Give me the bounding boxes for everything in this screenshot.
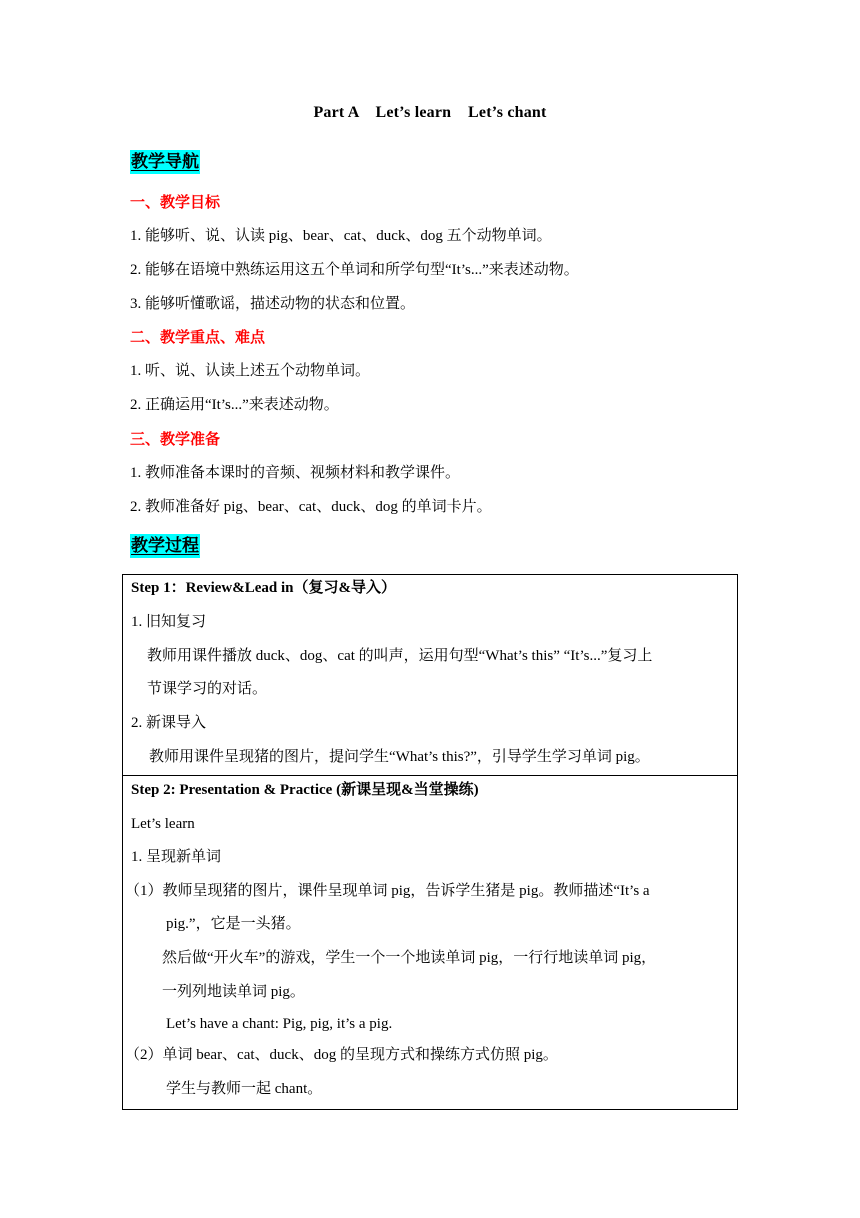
step1-line: 1. 旧知复习: [131, 614, 207, 630]
key-point-item: 2. 正确运用“It’s...”来表述动物。: [130, 397, 339, 413]
key-point-item: 1. 听、说、认读上述五个动物单词。: [130, 363, 371, 379]
step1-line: 2. 新课导入: [131, 715, 207, 731]
step1-line: 教师用课件播放 duck、dog、cat 的叫声，运用句型“What’s this” “It’s...”复习上: [147, 648, 653, 664]
step2-title: Step 2: Presentation & Practice (新课呈现&当堂操练): [131, 782, 479, 798]
step2-line: （2）单词 bear、cat、duck、dog 的呈现方式和操练方式仿照 pig。: [125, 1047, 558, 1063]
preparation-item: 2. 教师准备好 pig、bear、cat、duck、dog 的单词卡片。: [130, 499, 492, 515]
step2-line: Let’s have a chant: Pig, pig, it’s a pig.: [166, 1016, 393, 1032]
section-heading-teaching-guide: 教学导航: [131, 152, 199, 172]
table-cell-step1: [122, 574, 738, 776]
section-heading-teaching-process: 教学过程: [131, 536, 199, 556]
step2-line: 然后做“开火车”的游戏，学生一个一个地读单词 pig，一行行地读单词 pig，: [162, 950, 657, 966]
goal-item: 2. 能够在语境中熟练运用这五个单词和所学句型“It’s...”来表述动物。: [130, 262, 579, 278]
step2-line: （1）教师呈现猪的图片，课件呈现单词 pig，告诉学生猪是 pig。教师描述“It’s a: [125, 883, 650, 899]
heading-teaching-goals: 一、教学目标: [130, 193, 221, 211]
preparation-item: 1. 教师准备本课时的音频、视频材料和教学课件。: [130, 465, 461, 481]
table-cell-step2: [122, 776, 738, 1110]
step2-line: pig.”，它是一头猪。: [166, 916, 301, 932]
step2-line: Let’s learn: [131, 816, 195, 832]
goal-item: 3. 能够听懂歌谣，描述动物的状态和位置。: [130, 296, 416, 312]
step1-line: 节课学习的对话。: [147, 681, 268, 697]
step1-line: 教师用课件呈现猪的图片，提问学生“What’s this?”，引导学生学习单词 pig。: [149, 749, 650, 765]
heading-preparation: 三、教学准备: [130, 430, 221, 448]
page-title: Part A Let’s learn Let’s chant: [313, 104, 547, 121]
step2-line: 学生与教师一起 chant。: [166, 1081, 323, 1097]
goal-item: 1. 能够听、说、认读 pig、bear、cat、duck、dog 五个动物单词。: [130, 228, 552, 244]
step1-title: Step 1：Review&Lead in（复习&导入）: [131, 580, 396, 596]
step2-line: 一列列地读单词 pig。: [162, 984, 305, 1000]
heading-key-points: 二、教学重点、难点: [130, 328, 266, 346]
step2-line: 1. 呈现新单词: [131, 849, 222, 865]
